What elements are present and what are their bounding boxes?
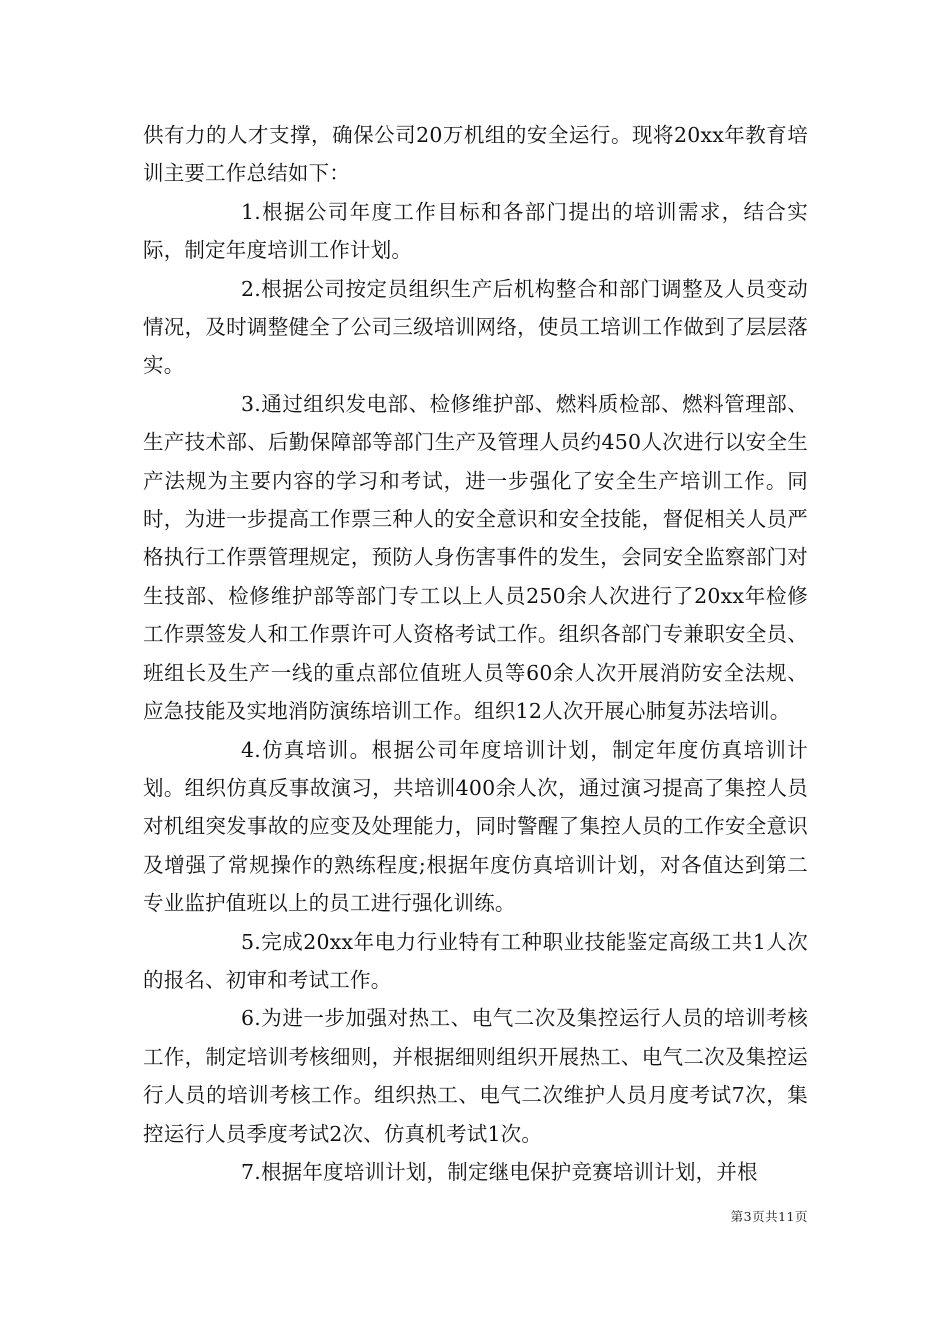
paragraph-item-7: 7.根据年度培训计划，制定继电保护竞赛培训计划，并根 [241,1159,758,1184]
paragraph-item-4: 4.仿真培训。根据公司年度培训计划，制定年度仿真培训计划。组织仿真反事故演习，共培训400余人次，通过演习提高了集控人员对机组突发事故的应变及处理能力，同时警醒了集控人员的工作安全意识及增强了常规操作的熟练程度;根据年度仿真培训计划，对各值达到第二专业监护值班以上的员工进行强化训练。 [143,737,808,916]
paragraph-item-6: 6.为进一步加强对热工、电气二次及集控运行人员的培训考核工作，制定培训考核细则，并根据细则组织开展热工、电气二次及集控运行人员的培训考核工作。组织热工、电气二次维护人员月度考试7次，集控运行人员季度考试2次、仿真机考试1次。 [143,1006,808,1146]
paragraph-item-1: 1.根据公司年度工作目标和各部门提出的培训需求，结合实际，制定年度培训工作计划。 [143,199,808,263]
page-number-footer: 第3页共11页 [730,1209,808,1224]
document-body [143,116,808,1191]
paragraph-item-5: 5.完成20xx年电力行业特有工种职业技能鉴定高级工共1人次的报名、初审和考试工作。 [143,929,808,992]
paragraph-item-2: 2.根据公司按定员组织生产后机构整合和部门调整及人员变动情况，及时调整健全了公司三级培训网络，使员工培训工作做到了层层落实。 [143,276,808,378]
paragraph-item-3: 3.通过组织发电部、检修维护部、燃料质检部、燃料管理部、生产技术部、后勤保障部等部门生产及管理人员约450人次进行以安全生产法规为主要内容的学习和考试，进一步强化了安全生产培训工作。同时，为进一步提高工作票三种人的安全意识和安全技能，督促相关人员严格执行工作票管理规定，预防人身伤害事件的发生，会同安全监察部门对生技部、检修维护部等部门专工以上人员250余人次进行了20xx年检修工作票签发人和工作票许可人资格考试工作。组织各部门专兼职安全员、班组长及生产一线的重点部位值班人员等60余人次开展消防安全法规、应急技能及实地消防演练培训工作。组织12人次开展心肺复苏法培训。 [143,391,808,724]
paragraph-intro-continuation: 供有力的人才支撑，确保公司20万机组的安全运行。现将20xx年教育培训主要工作总结如下： [143,123,808,186]
